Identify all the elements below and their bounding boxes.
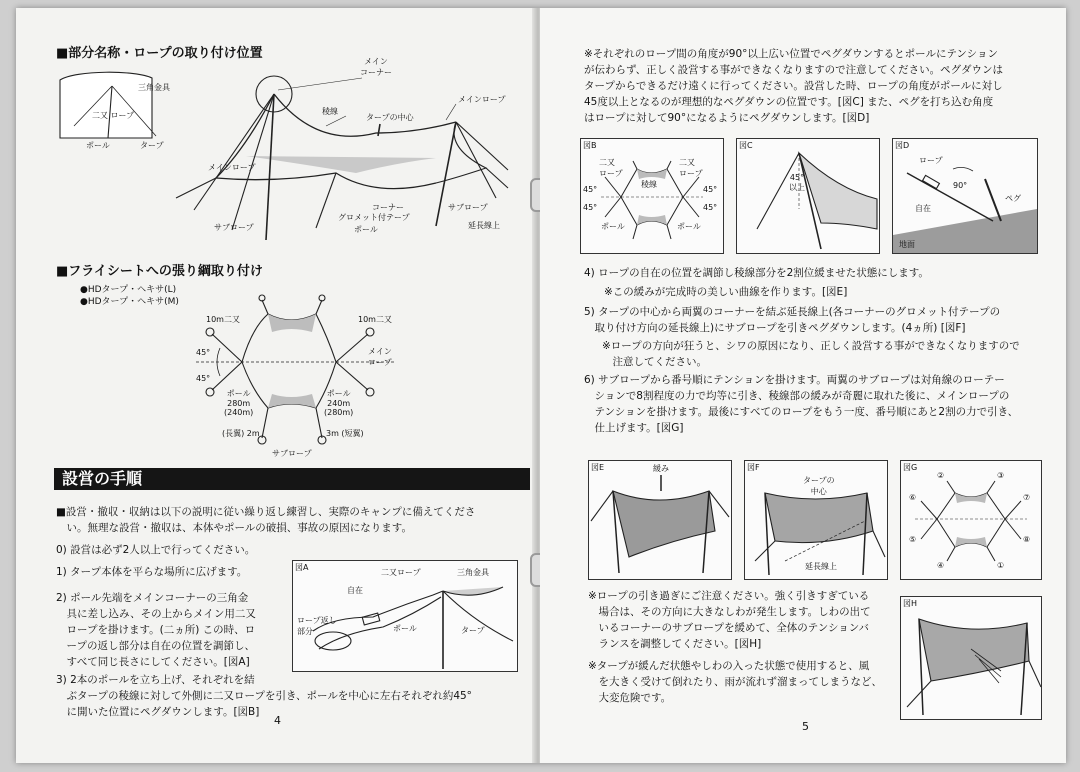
intro-text: ■設営・撤収・収納は以下の説明に従い繰り返し練習し、実際のキャンプに備えてくださ い。無理な設営・撤収は、本体やポールの破損、事故の原因になります。 [56, 506, 476, 534]
label-pole-inset: ポール [86, 141, 110, 150]
step-0: 0) 設営は必ず2人以上で行ってください。 [56, 544, 256, 556]
figure-g-tag: 図G [903, 463, 918, 472]
label-main-rope-right: メインロープ [458, 95, 506, 104]
model-m: ●HDタープ・ヘキサ(M) [80, 297, 179, 307]
label-triangle-fitting: 三角金具 [138, 83, 170, 92]
figD-ground: 地面 [899, 240, 915, 249]
label-long-wing: (長翼) 2m [222, 429, 260, 438]
note-peg-angle: ※それぞれのロープ間の角度が90°以上広い位置でペグダウンするとポールにテンション が伝わらず、正しく設営する事ができなくなりますので注意してください。ペグダウンは タープからできるだけ遠くに行ってください。設営した時、ロープの角度がポールに対し 45度以上となるのが理想的なペグダウンの位置です。[図C] また、ペグを打ち込む角度 はロープに対して90°になるようにペグダウンします。[図D] [584, 48, 1003, 124]
figG-num-6: ⑥ [909, 493, 917, 502]
step-2: 2) ポール先端をメインコーナーの三角金 具に差し込み、その上からメイン用二又 ロープを掛けます。(二ヵ所) この時、ロ ープの返し部分は自在の位置を調節し、 すべて同じ長さにしてください。[図A] [56, 592, 256, 668]
label-short-wing: 3m (短翼) [326, 429, 364, 438]
figure-e-tag: 図E [591, 463, 605, 472]
figB-pole-1: ポール [601, 222, 625, 231]
figF-center: タープの 中心 [803, 476, 835, 496]
note-over-tension: ※ロープの引き過ぎにご注意ください。強く引きすぎている 場合は、その方向に大きなしわが発生します。しわの出て いるコーナーのサブロープを緩めて、全体のテンションバ ランスを調整してください。[図H] [588, 590, 871, 650]
figure-b-tag: 図B [583, 141, 597, 150]
figure-c-drawing [737, 139, 879, 253]
section-guyline-title: ■フライシートへの張り綱取り付け [56, 264, 263, 279]
figA-tarp: タープ [461, 626, 485, 635]
step-4-note: ※この緩みが完成時の美しい曲線を作ります。[図E] [604, 286, 848, 298]
figD-peg: ペグ [1005, 194, 1021, 203]
hexa-top-view-diagram [16, 8, 536, 468]
label-45-top: 45° [196, 348, 211, 357]
figE-slack: 緩み [653, 464, 669, 473]
label-45-bottom: 45° [196, 374, 211, 383]
label-futamata-rope: 二又 ロープ [92, 111, 135, 120]
page-number-left: 4 [274, 714, 281, 727]
figure-f [744, 460, 888, 580]
figG-num-8: ⑧ [1023, 535, 1031, 544]
figB-angle-4: 45° [703, 203, 718, 212]
left-page [16, 8, 536, 763]
figB-futamata-right: 二又 ロープ [679, 158, 703, 178]
right-page [540, 8, 1066, 763]
figC-angle: 45° 以上 [789, 173, 805, 192]
figure-c [736, 138, 880, 254]
label-pole-main: ポール [354, 225, 378, 234]
figure-g-drawing [901, 461, 1041, 579]
figure-a [292, 560, 518, 672]
figB-pole-2: ポール [677, 222, 701, 231]
section-parts-title: ■部分名称・ロープの取り付け位置 [56, 46, 263, 61]
figure-e-drawing [589, 461, 731, 579]
step-5-note: ※ロープの方向が狂うと、シワの原因になり、正しく設営する事ができなくなりますので 注意してください。 [602, 340, 1020, 368]
label-corner: コーナー [372, 203, 404, 212]
label-extension-line: 延長線上 [468, 221, 500, 230]
figA-jizai: 自在 [347, 586, 363, 595]
label-main-corner: メイン コーナー [360, 57, 392, 77]
figure-a-tag: 図A [295, 563, 309, 572]
figF-extension: 延長線上 [805, 562, 837, 571]
model-l: ●HDタープ・ヘキサ(L) [80, 285, 177, 295]
figB-angle-2: 45° [583, 203, 598, 212]
step-6: 6) サブロープから番号順にテンションを掛けます。両翼のサブロープは対角線のローテー ションで8割程度の力で均等に引き、稜線部の緩みが奇麗に取れた後に、メインロープの テンションを掛けます。最後にすべてのロープをもう一度、番号順にあと2割の力で引き、 仕上げます。[図G] [584, 374, 1019, 434]
step-1: 1) タープ本体を平らな場所に広げます。 [56, 566, 248, 578]
figure-h-tag: 図H [903, 599, 918, 608]
figG-num-3: ③ [997, 471, 1005, 480]
figG-num-4: ④ [937, 561, 945, 570]
figB-futamata-left: 二又 ロープ [599, 158, 623, 178]
label-10m-right: 10m二又 [358, 315, 392, 324]
figD-rope: ロープ [919, 156, 943, 165]
label-sub-rope-hexa: サブロープ [272, 449, 312, 458]
label-ridge: 稜線 [322, 107, 338, 116]
booklet [16, 8, 1066, 763]
figA-return: ロープ返し 部分 [297, 616, 337, 636]
label-pole-right-hexa: ポール 240m (280m) [324, 389, 354, 417]
figG-num-1: ① [997, 561, 1005, 570]
figure-f-tag: 図F [747, 463, 760, 472]
label-tarp-center: タープの中心 [366, 113, 414, 122]
figB-ridge: 稜線 [641, 180, 657, 189]
step-5: 5) タープの中心から両翼のコーナーを結ぶ延長線上(各コーナーのグロメット付テープの 取り付け方向の延長線上)にサブロープを引きペグダウンします。(4ヵ所) [図F] [584, 306, 1001, 334]
step-3: 3) 2本のポールを立ち上げ、それぞれを結 ぶタープの稜線に対して外側に二又ロープを引き、ポールを中心に左右それぞれ約45° に開いた位置にペグダウンします。[図B] [56, 674, 472, 718]
figure-e [588, 460, 732, 580]
figG-num-7: ⑦ [1023, 493, 1031, 502]
label-tarp-inset: タープ [140, 141, 164, 150]
label-pole-left-hexa: ポール 280m (240m) [224, 389, 254, 417]
figure-d [892, 138, 1038, 254]
step-4: 4) ロープの自在の位置を調節し稜線部分を2割位緩ませた状態にします。 [584, 267, 929, 279]
figure-h-drawing [901, 597, 1041, 719]
setup-procedure-banner: 設営の手順 [54, 468, 530, 490]
figure-c-tag: 図C [739, 141, 753, 150]
label-grommet-tape: グロメット付テープ [338, 213, 410, 222]
page-number-right: 5 [802, 720, 809, 733]
figB-angle-3: 45° [703, 185, 718, 194]
figA-futamata: 二又ロープ [381, 568, 421, 577]
label-main-rope-left: メインロープ [208, 163, 256, 172]
figB-angle-1: 45° [583, 185, 598, 194]
figG-num-5: ⑤ [909, 535, 917, 544]
label-main-rope-hexa: メイン ロープ [368, 347, 392, 367]
figD-90deg: 90° [953, 181, 968, 190]
figure-b [580, 138, 724, 254]
label-sub-rope-right: サブロープ [448, 203, 488, 212]
figD-jizai: 自在 [915, 204, 931, 213]
label-sub-rope-left: サブロープ [214, 223, 254, 232]
note-danger: ※タープが緩んだ状態やしわの入った状態で使用すると、風 を大きく受けて倒れたり、雨が流れず溜まってしまうなど、 大変危険です。 [588, 660, 882, 704]
figA-pole: ポール [393, 624, 417, 633]
figure-d-tag: 図D [895, 141, 910, 150]
figA-triangle: 三角金具 [457, 568, 489, 577]
figG-num-2: ② [937, 471, 945, 480]
label-10m-left: 10m二又 [206, 315, 240, 324]
figure-g [900, 460, 1042, 580]
figure-h [900, 596, 1042, 720]
